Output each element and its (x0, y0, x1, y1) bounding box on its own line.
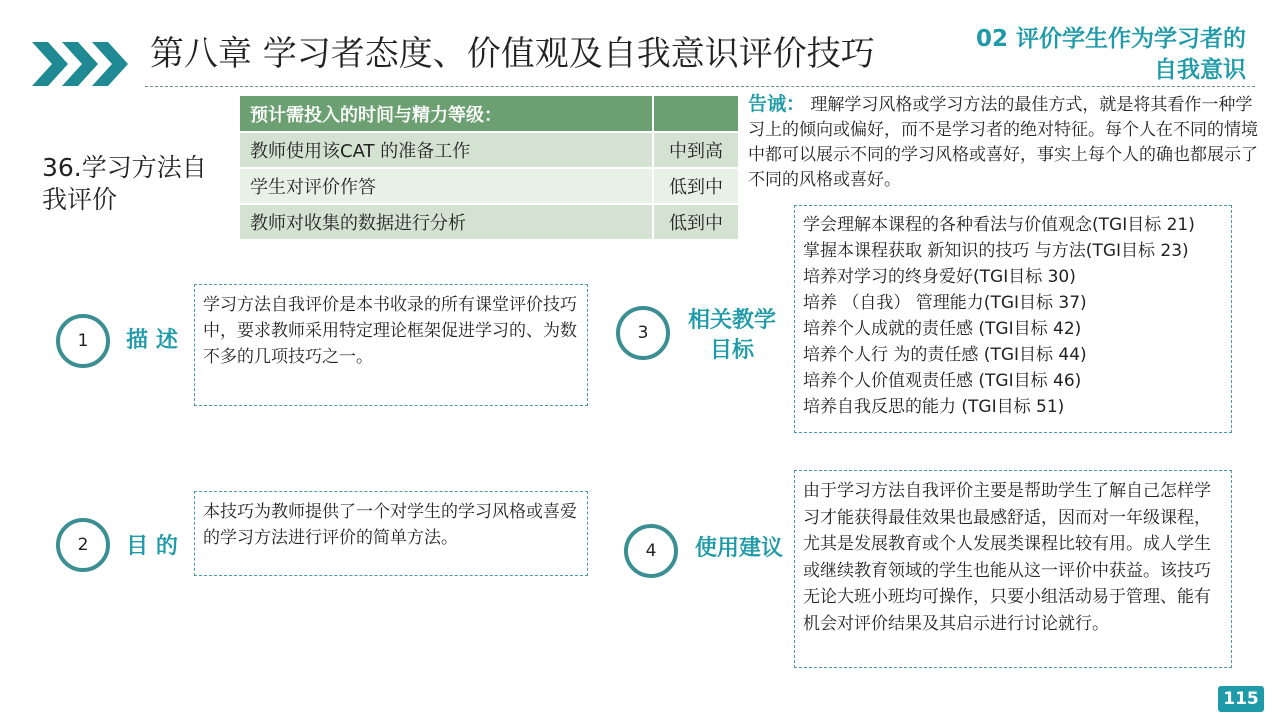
table-cell-task: 学生对评价作答 (240, 168, 653, 204)
section-label-related-goals (676, 306, 788, 366)
description-box: 学习方法自我评价是本书收录的所有课堂评价技巧中，要求教师采用特定理论框架促进学习的、为数不多的几项技巧之一。 (194, 284, 588, 406)
section-number-4: 4 (624, 524, 678, 578)
effort-table-header-blank (653, 96, 738, 132)
list-item: 培养个人价值观责任感 (TGI目标 46) (803, 371, 1082, 391)
list-item: 培养个人行 为的责任感 (TGI目标 44) (803, 345, 1087, 365)
list-item: 学会理解本课程的各种看法与价值观念(TGI目标 21) (803, 215, 1195, 235)
technique-title (42, 152, 242, 216)
related-goals-box (794, 205, 1232, 433)
list-item: 培养对学习的终身爱好(TGI目标 30) (803, 267, 1076, 287)
section-label-purpose: 目 的 (126, 534, 178, 559)
table-row (240, 204, 738, 240)
section-label-related-goals-line1: 相关教学 (687, 308, 776, 333)
list-item: 培养 （自我） 管理能力(TGI目标 37) (803, 293, 1087, 313)
usage-suggestions-box: 由于学习方法自我评价主要是帮助学生了解自己怎样学习才能获得最佳效果也最感舒适，因而对一年级课程，尤其是发展教育或个人发展类课程比较有用。成人学生或继续教育领域的学生也能从这一评价中获益。该技巧无论大班小班均可操作，只要小组活动易于管理、能有机会对评价结果及其启示进行讨论就行。 (794, 470, 1232, 668)
table-cell-level: 低到中 (653, 168, 738, 204)
table-row (240, 168, 738, 204)
warning-note (748, 92, 1260, 193)
technique-title-line1: 36.学习方法自 (42, 153, 207, 182)
list-item: 培养自我反思的能力 (TGI目标 51) (803, 397, 1065, 417)
effort-table-header (240, 96, 738, 132)
header-divider (145, 86, 1255, 87)
table-row (240, 132, 738, 168)
table-cell-task: 教师对收集的数据进行分析 (240, 204, 653, 240)
section-number-1: 1 (56, 314, 110, 368)
purpose-box: 本技巧为教师提供了一个对学生的学习风格或喜爱的学习方法进行评价的简单方法。 (194, 491, 588, 576)
section-title-line1: 02 评价学生作为学习者的 (975, 26, 1246, 52)
technique-title-line2: 我评价 (42, 185, 118, 214)
section-title (926, 24, 1246, 86)
section-number-3: 3 (616, 306, 670, 360)
table-cell-level: 中到高 (653, 132, 738, 168)
section-label-related-goals-line2: 目标 (709, 338, 754, 363)
page-number: 115 (1218, 686, 1264, 712)
section-label-description: 描 述 (126, 328, 178, 353)
chevron-arrows-icon (32, 40, 132, 88)
section-label-usage-suggestions: 使用建议 (694, 536, 783, 561)
list-item: 掌握本课程获取 新知识的技巧 与方法(TGI目标 23) (803, 241, 1189, 261)
chapter-title: 第八章 学习者态度、价值观及自我意识评价技巧 (150, 34, 875, 74)
section-number-2: 2 (56, 518, 110, 572)
effort-table (240, 96, 738, 241)
warning-label: 告诫： (748, 93, 806, 115)
table-cell-task: 教师使用该CAT 的准备工作 (240, 132, 653, 168)
list-item: 培养个人成就的责任感 (TGI目标 42) (803, 319, 1082, 339)
effort-table-header-label: 预计需投入的时间与精力等级： (240, 96, 653, 132)
section-title-line2: 自我意识 (1154, 57, 1246, 83)
table-cell-level: 低到中 (653, 204, 738, 240)
warning-text: 理解学习风格或学习方法的最佳方式，就是将其看作一种学习上的倾向或偏好，而不是学习者的绝对特征。每个人在不同的情境中都可以展示不同的学习风格或喜好，事实上每个人的确也都展示了不同的风格或喜好。 (748, 95, 1258, 190)
